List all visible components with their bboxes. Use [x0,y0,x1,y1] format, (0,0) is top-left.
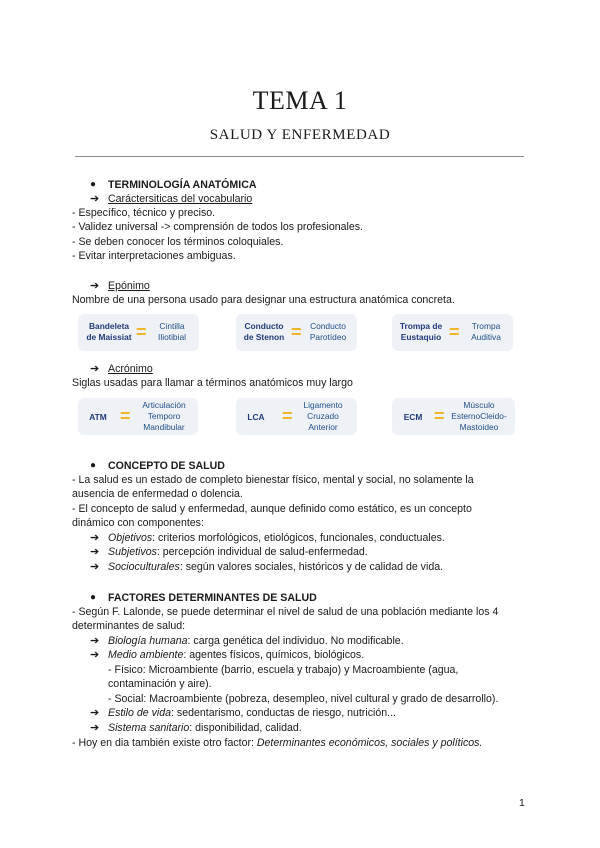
eponimo-card-1 [78,314,199,351]
determinant-item: Estilo de vida: sedentarismo, conductas de riesgo, nutrición... [108,707,396,719]
card-right-line: Conducto [310,321,346,331]
equals-icon: = [291,322,302,342]
card-left-line: Bandeleta [88,321,130,331]
arrow-right-icon: ➔ [90,707,100,719]
card-right-line: Mandibular [143,422,185,432]
card-left-line: ECM [403,412,423,422]
card-right-line: EsternoCleido- [451,411,507,421]
acronimo-card-1 [78,398,198,435]
bullet-icon: ● [90,179,97,190]
card-left-line: ATM [89,412,107,422]
card-left-line: LCA [247,412,265,422]
card-right-line: Parotídeo [309,332,347,342]
card-right-line: Temporo [147,411,181,421]
list-item: - Específico, técnico y preciso. [72,207,216,219]
list-item: - Validez universal -> comprensión de todos los profesionales. [72,221,363,233]
component-item: Subjetivos: percepción individual de salud-enfermedad. [108,546,368,558]
card-right-line: Trompa [471,321,501,331]
determinant-item: Biología humana: carga genética del individuo. No modificable. [108,635,404,647]
equals-icon: = [434,406,445,426]
section-heading-terminologia: TERMINOLOGÍA ANATÓMICA [108,179,257,191]
equals-icon: = [136,322,147,342]
acronimo-card-2 [236,398,357,435]
card-right-line: Cruzado [307,411,339,421]
eponimo-card-3 [392,314,513,351]
determinant-item: Sistema sanitario: disponibilidad, calidad. [108,722,302,734]
card-left-line: de Stenon [243,332,285,342]
arrow-right-icon: ➔ [90,561,100,573]
paragraph-line: - Hoy en dia también existe otro factor: Determinantes económicos, sociales y políticos. [72,737,483,749]
arrow-right-icon: ➔ [90,280,100,292]
eponimo-card-2 [236,314,357,351]
subheading-caracteristicas: Caráctersiticas del vocabulario [108,193,253,205]
component-item: Objetivos: criterios morfológicos, etiológicos, funcionales, conductuales. [108,532,445,544]
sub-item: contaminación y aire). [108,678,212,690]
section-heading-factores: FACTORES DETERMINANTES DE SALUD [108,592,317,604]
arrow-right-icon: ➔ [90,649,100,661]
determinant-item: Medio ambiente: agentes físicos, químicos, biológicos. [108,649,365,661]
paragraph-line: dinámico con componentes: [72,517,204,529]
paragraph-line: - El concepto de salud y enfermedad, aunque definido como estático, es un concepto [72,503,472,515]
card-right-line: Cintilla [159,321,185,331]
arrow-right-icon: ➔ [90,722,100,734]
equals-icon: = [120,406,131,426]
paragraph-line: - Según F. Lalonde, se puede determinar el nivel de salud de una población mediante los 4 [72,606,499,618]
arrow-right-icon: ➔ [90,546,100,558]
acronimo-description: Siglas usadas para llamar a términos anatómicos muy largo [72,377,353,389]
title-divider [75,156,524,157]
paragraph-line: ausencia de enfermedad o dolencia. [72,488,243,500]
list-item: - Evitar interpretaciones ambiguas. [72,250,236,262]
subheading-acronimo: Acrónimo [108,363,153,375]
equals-icon: = [282,406,293,426]
section-heading-concepto: CONCEPTO DE SALUD [108,460,225,472]
subheading-eponimo: Epónimo [108,280,150,292]
paragraph-line: determinantes de salud: [72,620,186,632]
card-right-line: Iliotibial [158,332,186,342]
card-left-line: de Maissiat [86,332,132,342]
card-left-line: Conducto [244,321,284,331]
arrow-right-icon: ➔ [90,193,100,205]
arrow-right-icon: ➔ [90,363,100,375]
page-subtitle: SALUD Y ENFERMEDAD [209,127,391,143]
card-right-line: Anterior [308,422,338,432]
paragraph-line: - La salud es un estado de completo bienestar físico, mental y social, no solamente la [72,474,474,486]
sub-item: - Físico: Microambiente (barrio, escuela y trabajo) y Macroambiente (agua, [108,664,459,676]
equals-icon: = [449,322,460,342]
acronimo-card-3 [392,398,515,435]
list-item: - Se deben conocer los términos coloquiales. [72,236,284,248]
eponimo-description: Nombre de una persona usado para designar una estructura anatómica concreta. [72,294,455,306]
card-right-line: Auditiva [471,332,501,342]
card-left-line: Trompa de [399,321,443,331]
card-right-line: Mastoideo [459,422,499,432]
card-right-line: Articulación [142,400,186,410]
component-item: Socioculturales: según valores sociales, históricos y de calidad de vida. [108,561,444,573]
page-title: TEMA 1 [252,86,348,115]
arrow-right-icon: ➔ [90,532,100,544]
sub-item: - Social: Macroambiente (pobreza, desempleo, nivel cultural y grado de desarrollo). [108,693,499,705]
arrow-right-icon: ➔ [90,635,100,647]
card-left-line: Eustaquio [400,332,442,342]
bullet-icon: ● [90,460,97,471]
card-right-line: Ligamento [303,400,343,410]
bullet-icon: ● [90,592,97,603]
page-number: 1 [519,797,525,809]
card-right-line: Músculo [463,400,495,410]
